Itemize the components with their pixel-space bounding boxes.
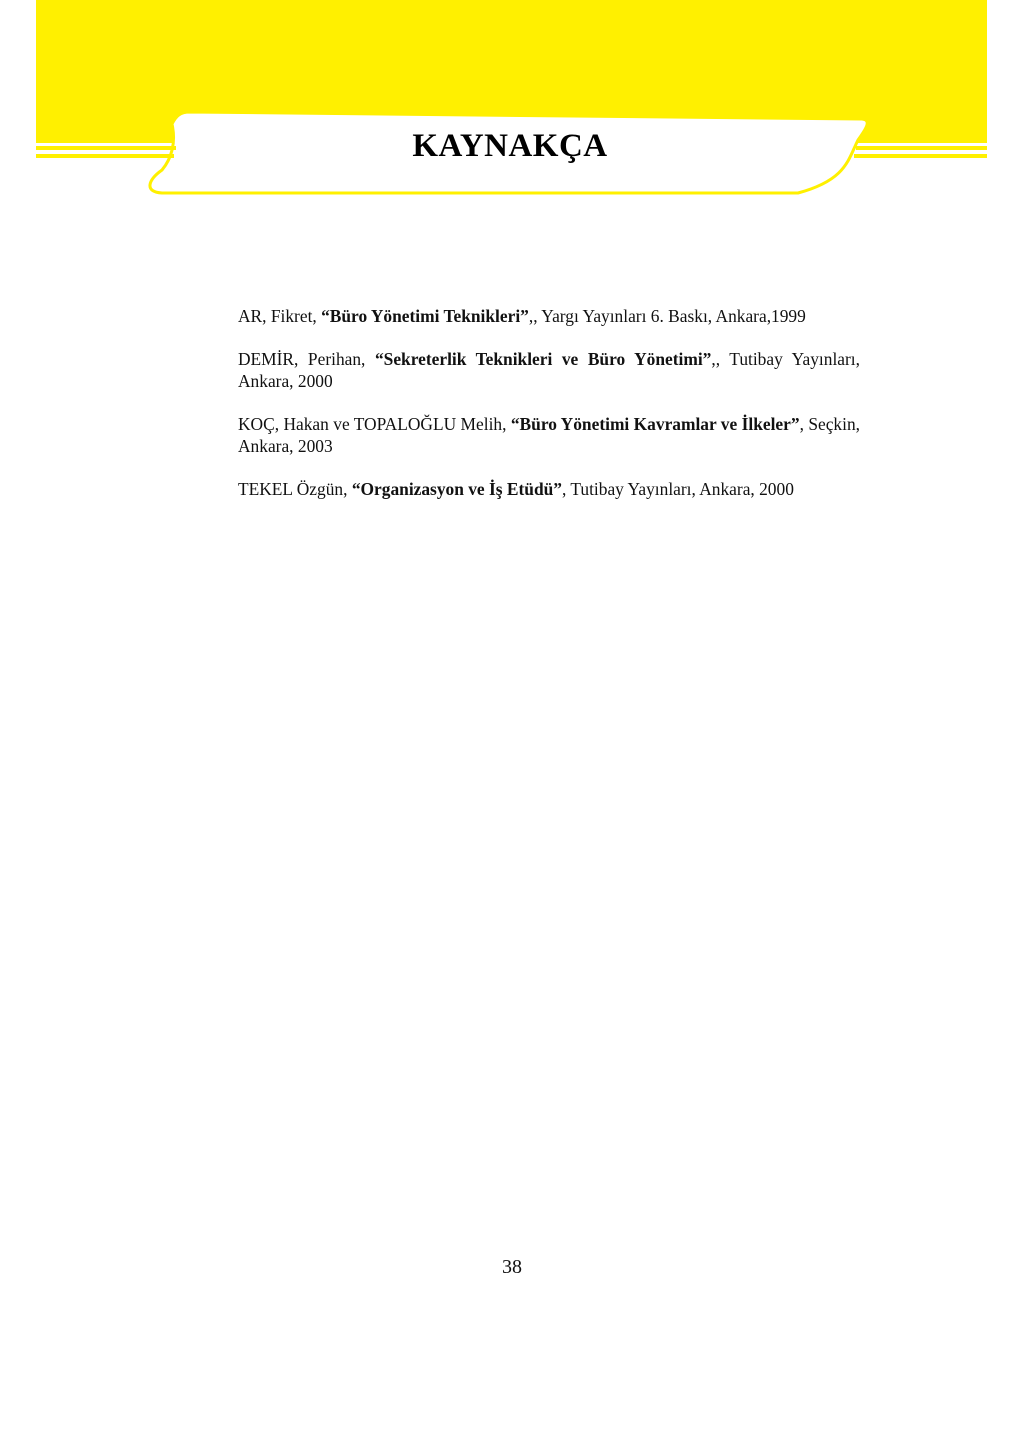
reference-author: DEMİR, Perihan, [238,349,375,369]
reference-author: TEKEL Özgün, [238,479,352,499]
reference-title: “Organizasyon ve İş Etüdü” [351,479,562,499]
page-number: 38 [502,1256,522,1278]
header-band [0,0,1024,200]
right-rule-top [856,146,987,150]
reference-author: KOÇ, Hakan ve TOPALOĞLU Melih, [238,414,511,434]
reference-publisher: ,, Yargı Yayınları 6. Baskı, Ankara,1999 [528,306,806,326]
reference-entry [238,413,860,457]
reference-publisher: ,, Tutibay Yayınları, Ankara, 2000 [238,349,860,391]
left-rule-top [36,146,176,150]
reference-list [238,305,860,521]
reference-entry [238,305,860,327]
reference-title: “Sekreterlik Teknikleri ve Büro Yönetimi” [374,349,712,369]
reference-title: “Büro Yönetimi Teknikleri” [321,306,529,326]
reference-author: AR, Fikret, [238,306,322,326]
reference-publisher: , Seçkin, Ankara, 2003 [238,414,861,456]
reference-entry [238,478,860,500]
reference-title: “Büro Yönetimi Kavramlar ve İlkeler” [510,414,800,434]
page-title: KAYNAKÇA [412,128,608,164]
reference-publisher: , Tutibay Yayınları, Ankara, 2000 [562,479,794,499]
left-rule-bottom [36,154,174,158]
reference-entry [238,348,860,392]
right-rule-bottom [854,154,987,158]
